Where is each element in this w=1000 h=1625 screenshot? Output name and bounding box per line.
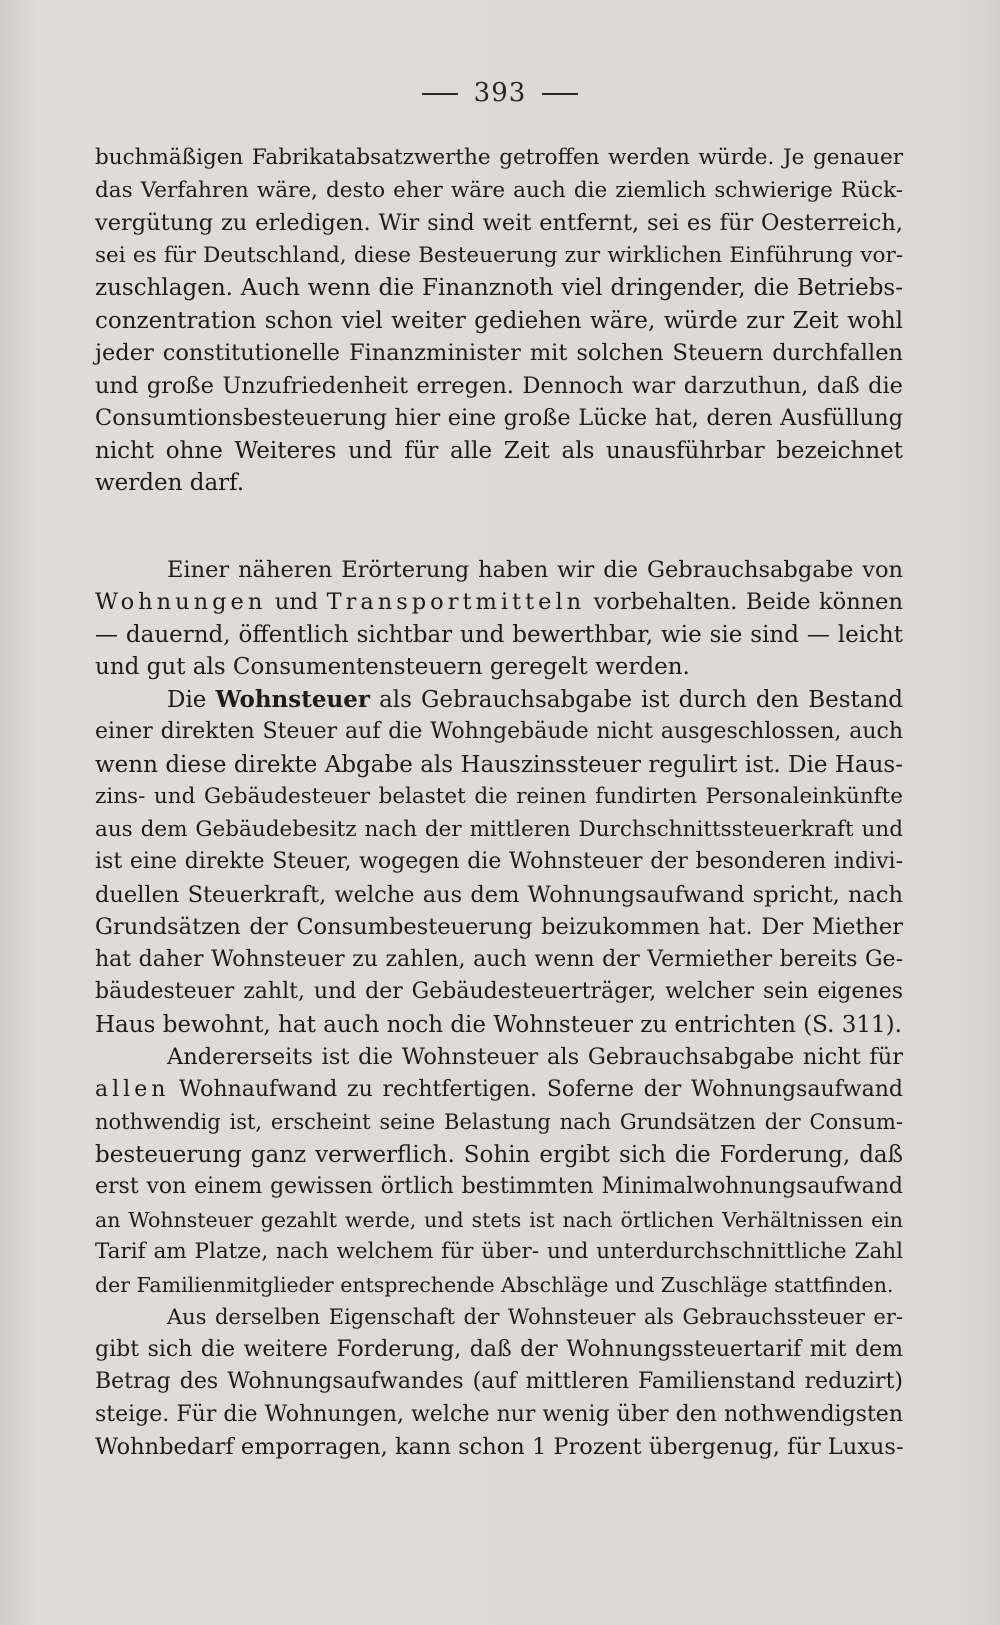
text-line: einer direkten Steuer auf die Wohngebäude nicht ausgeschlossen, auch (95, 719, 903, 744)
text-line: sei es für Deutschland, diese Besteuerung zur wirklichen Einführung vor- (95, 242, 903, 268)
text-line: besteuerung ganz verwerflich. Sohin ergibt sich die Forderung, daß (95, 1141, 903, 1168)
text-line: nicht ohne Weiteres und für alle Zeit als unausführbar bezeichnet (95, 437, 903, 464)
text-line: Tarif am Platze, nach welchem für über- und unterdurchschnittliche Zahl (95, 1239, 903, 1264)
text-fragment: Wohnaufwand zu rechtfertigen. Soferne der Wohnungsaufwand (169, 1076, 903, 1102)
text-line: duellen Steuerkraft, welche aus dem Wohnungsaufwand spricht, nach (95, 881, 903, 908)
text-line: steige. Für die Wohnungen, welche nur wenig über den nothwendigsten (95, 1401, 903, 1427)
text-line: und gut als Consumentensteuern geregelt werden. (95, 654, 690, 680)
emphasis-allen: allen (95, 1076, 170, 1102)
text-fragment: Die (167, 686, 216, 713)
text-line: buchmäßigen Fabrikatabsatzwerthe getroffen werden würde. Je genauer (95, 145, 903, 170)
text-line: ist eine direkte Steuer, wogegen die Wohnsteuer der besonderen indivi- (95, 849, 903, 874)
text-line: der Familienmitglieder entsprechende Abschläge und Zuschläge stattfinden. (95, 1272, 894, 1297)
text-line: hat daher Wohnsteuer zu zahlen, auch wenn der Vermiether bereits Ge- (95, 946, 903, 972)
emphasis-wohnungen: Wohnungen (95, 589, 267, 615)
text-line (95, 684, 903, 717)
text-fragment: als Gebrauchsabgabe ist durch den Bestand (369, 686, 903, 713)
text-line: Wohnbedarf emporragen, kann schon 1 Prozent übergenug, für Luxus- (95, 1434, 904, 1460)
paragraph-2 (95, 554, 903, 684)
text-line: — dauernd, öffentlich sichtbar und bewerthbar, wie sie sind — leicht (95, 621, 903, 648)
text-line: aus dem Gebäudebesitz nach der mittleren Durchschnittssteuerkraft und (95, 816, 903, 842)
text-line: Andererseits ist die Wohnsteuer als Gebrauchsabgabe nicht für (167, 1044, 903, 1070)
paragraph-1 (95, 142, 903, 500)
text-line (95, 1074, 903, 1107)
text-line: Consumtionsbesteuerung hier eine große Lücke hat, deren Ausfüllung (95, 405, 903, 431)
text-line (95, 586, 903, 619)
page-number: 393 (473, 78, 527, 108)
body-text (95, 142, 903, 1464)
emphasis-transportmitteln: Transportmitteln (326, 589, 586, 615)
paragraph-4 (95, 1041, 903, 1301)
paragraph-5 (95, 1301, 903, 1464)
paragraph-gap (95, 500, 903, 554)
text-line: Betrag des Wohnungsaufwandes (auf mittleren Familienstand reduzirt) (95, 1369, 903, 1394)
paragraph-3 (95, 684, 903, 1042)
text-line: an Wohnsteuer gezahlt werde, und stets ist nach örtlichen Verhältnissen ein (95, 1207, 903, 1232)
text-line: nothwendig ist, erscheint seine Belastung nach Grundsätzen der Consum- (95, 1110, 903, 1134)
text-line: zins- und Gebäudesteuer belastet die reinen fundirten Personaleinkünfte (95, 784, 903, 809)
bold-term-wohnsteuer: Wohnsteuer (215, 685, 370, 713)
text-line: erst von einem gewissen örtlich bestimmten Minimalwohnungsaufwand (95, 1174, 903, 1199)
text-line: conzentration schon viel weiter gediehen wäre, würde zur Zeit wohl (95, 307, 903, 334)
text-line: wenn diese direkte Abgabe als Hauszinssteuer regulirt ist. Die Haus- (95, 751, 903, 778)
text-line: jeder constitutionelle Finanzminister mit solchen Steuern durchfallen (95, 340, 903, 366)
text-line: Aus derselben Eigenschaft der Wohnsteuer als Gebrauchssteuer er- (167, 1305, 903, 1329)
page-header (0, 78, 1000, 108)
header-dash-left (422, 93, 458, 95)
text-line: Grundsätzen der Consumbesteuerung beizukommen hat. Der Miether (95, 914, 903, 940)
text-fragment: und (266, 589, 327, 615)
text-line: bäudesteuer zahlt, und der Gebäudesteuerträger, welcher sein eigenes (95, 979, 903, 1004)
text-line: Haus bewohnt, hat auch noch die Wohnsteuer zu entrichten (S. 311). (95, 1011, 902, 1038)
text-fragment: vorbehalten. Beide können (585, 589, 903, 615)
text-line: zuschlagen. Auch wenn die Finanznoth viel dringender, die Betriebs- (95, 275, 903, 301)
text-line: Einer näheren Erörterung haben wir die Gebrauchsabgabe von (167, 556, 903, 583)
text-line: und große Unzufriedenheit erregen. Dennoch war darzuthun, daß die (95, 372, 903, 399)
text-line: das Verfahren wäre, desto eher wäre auch die ziemlich schwierige Rück- (95, 177, 903, 203)
header-dash-right (542, 93, 578, 95)
text-line: vergütung zu erledigen. Wir sind weit entfernt, sei es für Oesterreich, (95, 210, 903, 236)
text-line: gibt sich die weitere Forderung, daß der Wohnungssteuertarif mit dem (95, 1336, 903, 1362)
text-line: werden darf. (95, 470, 245, 496)
